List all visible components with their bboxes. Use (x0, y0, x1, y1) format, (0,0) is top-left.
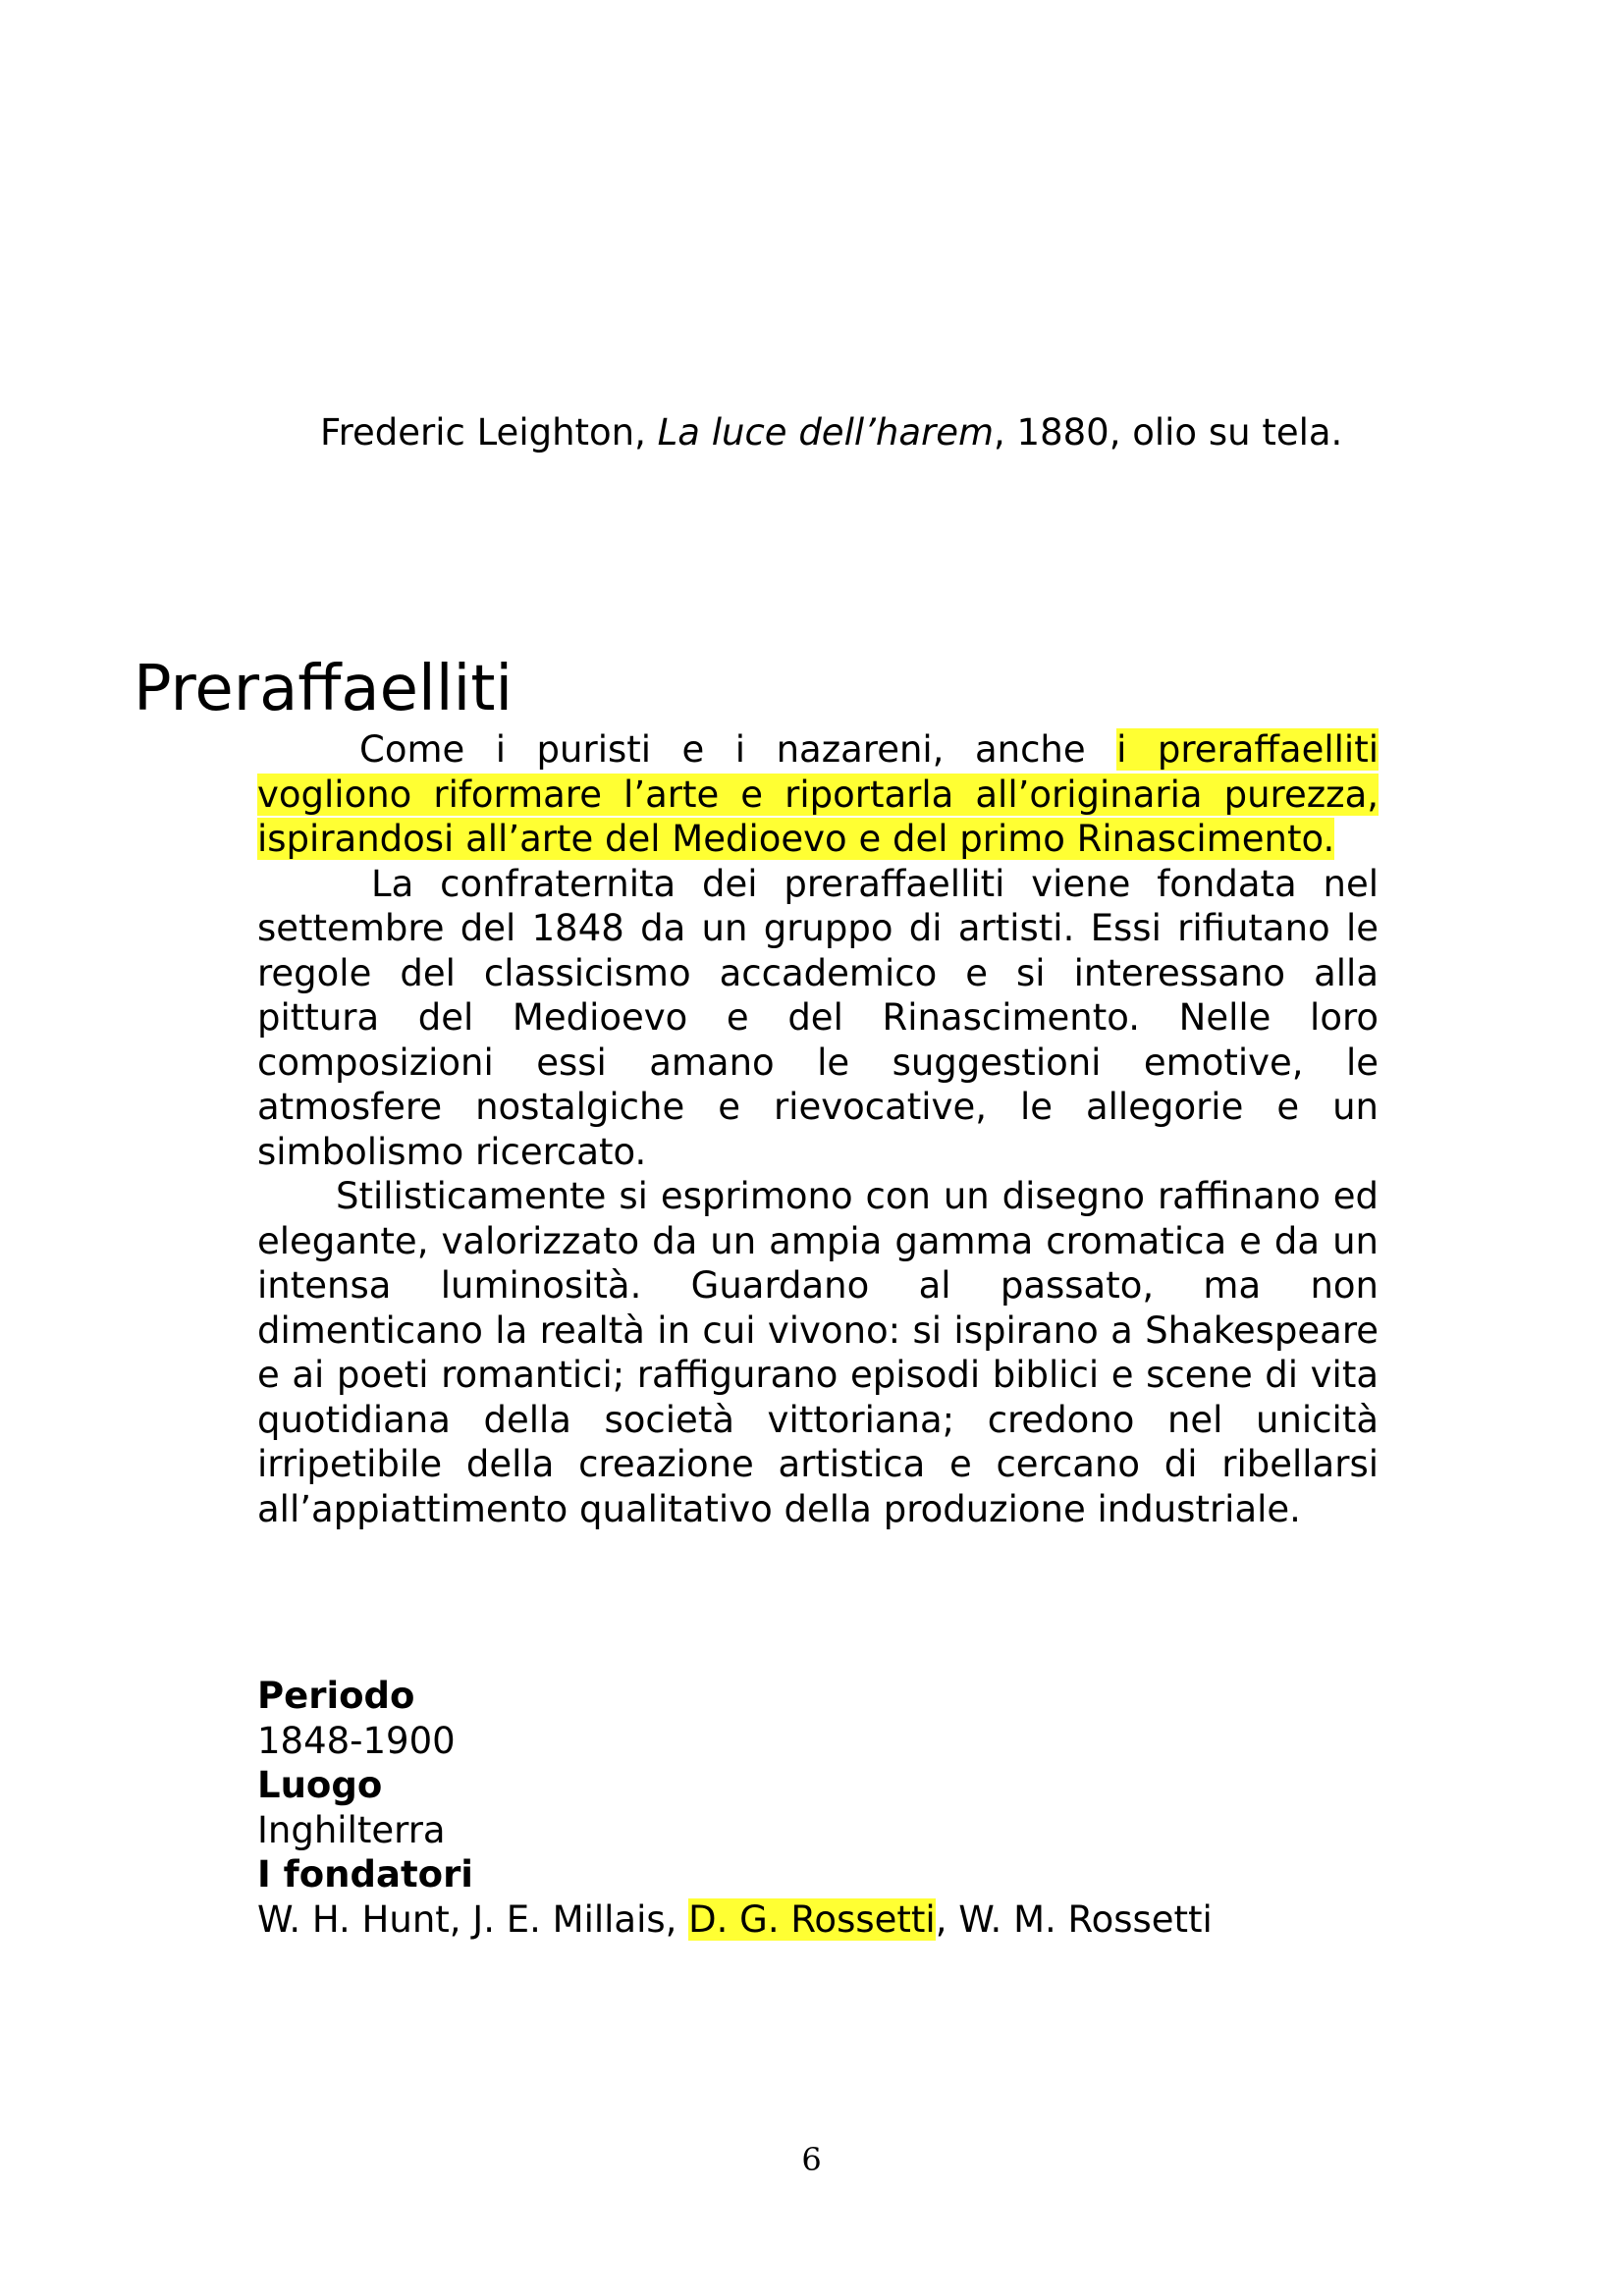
image-caption (257, 410, 1379, 455)
caption-details: , 1880, olio su tela. (994, 411, 1343, 454)
section-heading: Preraffaelliti (134, 653, 514, 725)
paragraph-intro-text: Come i puristi e i nazareni, anche (359, 728, 1117, 771)
caption-author: Frederic Leighton, (320, 411, 658, 454)
luogo-value: Inghilterra (257, 1808, 446, 1851)
page-number: 6 (801, 2141, 822, 2178)
paragraph-stile: Stilisticamente si esprimono con un disegno raffinano ed elegante, valorizzato da un ampia gamma cromatica e da un intensa luminosità. Guardano al passato, ma non dimenticano la realtà in cui vivono: si ispirano a Shakespeare e ai poeti romantici; raffigurano episodi biblici e scene di vita quotidiana della società vittoriana; credono nel unicità irripetibile della creazione artistica e cercano di ribellarsi all’appiattimento qualitativo della produzione industriale. (257, 1175, 1379, 1530)
fondatori-value (257, 1897, 1213, 1943)
fondatori-after: , W. M. Rossetti (935, 1897, 1213, 1941)
fondatori-highlight: D. G. Rossetti (688, 1897, 936, 1941)
fondatori-label: I fondatori (257, 1853, 473, 1896)
section-body (257, 727, 1379, 1531)
caption-artwork-title: La luce dell’harem (657, 411, 995, 454)
paragraph-confraternita: La confraternita dei preraffaelliti viene fondata nel settembre del 1848 da un gruppo di artisti. Essi rifiutano le regole del classicismo accademico e si interessano alla pittura del Medioevo e del Rinascimento. Nelle loro composizioni essi amano le suggestioni emotive, le atmosfere nostalgiche e rievocative, le allegorie e un simbolismo ricercato. (257, 862, 1379, 1173)
paragraph-intro (257, 727, 1379, 862)
highlighted-text: i preraffaelliti vogliono riformare l’arte e riportarla all’originaria purezza, ispirandosi all’arte del Medioevo e del primo Rinascimento. (257, 728, 1379, 860)
luogo-label: Luogo (257, 1764, 383, 1806)
info-block (257, 1674, 1213, 1942)
fondatori-before: W. H. Hunt, J. E. Millais, (257, 1897, 689, 1941)
periodo-value: 1848-1900 (257, 1719, 456, 1762)
periodo-label: Periodo (257, 1675, 415, 1717)
